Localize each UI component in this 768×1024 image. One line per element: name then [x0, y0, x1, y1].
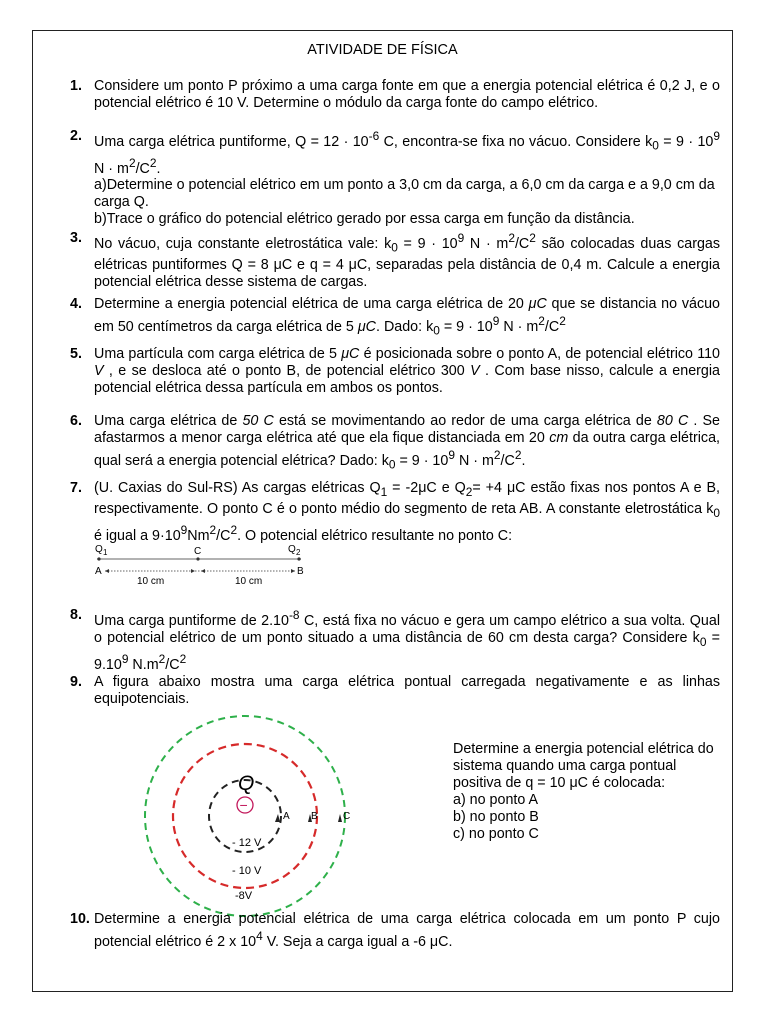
- question-text: Determine a energia potencial elétrica de uma carga elétrica de 20 μC que se distancia no vácuo em 50 centímetros da carga elétrica de 5 μC. Dado: $k_0 = 9 \cdot 10^9$ $N \cdot m^2/C^2$: [94, 296, 720, 338]
- question-text: No vácuo, cuja constante eletrostática vale: $k_0 = 9 \cdot 10^9$ $N \cdot m^2/C^2$ são colocadas duas cargas elétricas puntiformes Q = 8 μC e q = 4 μC, separadas pela distância de 0,4 m. Calcule a energia potencial elétrica desse sistema de cargas.: [94, 231, 721, 290]
- charge-sign: −: [239, 797, 248, 813]
- question-part-b: b)Trace o gráfico do potencial elétrico gerado por essa carga em função da distância.: [94, 211, 635, 228]
- label-b: B: [297, 566, 304, 577]
- question-number: 5.: [70, 346, 82, 362]
- point-a-dot: [97, 557, 100, 560]
- charge-label-q: Q: [238, 772, 255, 795]
- question-6: [70, 413, 720, 474]
- potential-label-middle: - 10 V: [232, 865, 262, 877]
- question-text: Uma carga elétrica puntiforme, $Q = 12 \cdot 10^{-6}$ C, encontra-se fixa no vácuo. Considere $k_0 = 9 \cdot 10^9$ $N \cdot m^2/C^2$.: [94, 129, 720, 177]
- point-c-label: C: [343, 811, 351, 822]
- point-a-label: A: [283, 811, 290, 822]
- question-text: Considere um ponto P próximo a uma carga fonte em que a energia potencial elétrica é 0,2 J, e o potencial elétrico é 10 V. Determine o módulo da carga fonte do campo elétrico.: [94, 78, 720, 111]
- question-2: [70, 128, 720, 228]
- question-number: 1.: [70, 78, 82, 94]
- segment-ab-diagram: [95, 539, 315, 591]
- worksheet-page: [32, 30, 733, 992]
- item-a: a) no ponto A: [453, 792, 539, 808]
- question-number: 8.: [70, 607, 82, 623]
- potential-label-inner: - 12 V: [232, 837, 262, 849]
- question-text: Uma carga elétrica de 50 C está se movimentando ao redor de uma carga elétrica de 80 C . Se afastarmos a menor carga elétrica até que ela fique distanciada em 20 cm da outra carga elétrica, qual será a energia potencial elétrica? Dado: $k_0 = 9 \cdot 10^9$ $N \cdot m^2/C^2$.: [94, 413, 721, 472]
- question-4: [70, 296, 720, 340]
- question-number: 9.: [70, 674, 82, 690]
- distance-label-1: 10 cm: [137, 576, 165, 587]
- equipotential-diagram: [115, 714, 385, 919]
- label-q2: Q: [288, 544, 296, 555]
- question-1: [70, 78, 720, 112]
- label-a: A: [95, 566, 102, 577]
- question-text: (U. Caxias do Sul-RS) As cargas elétricas $Q_1 = -2\mu C$ e $Q_2= +4$ μC estão fixas nos pontos A e B, respectivamente. O ponto C é o ponto médio do segmento de reta AB. A constante eletrostática $k_0$ é igual a $9\cdot 10^9Nm^2/C^2$. O potencial elétrico resultante no ponto C:: [94, 480, 720, 544]
- question-text: Uma partícula com carga elétrica de 5 μC é posicionada sobre o ponto A, de potencial elétrico 110 V , e se desloca até o ponto B, de potencial elétrico 300 V . Com base nisso, calcule a energia potencial elétrica dessa partícula em ambos os pontos.: [94, 346, 720, 396]
- label-q1-sub: 1: [103, 548, 108, 557]
- question-number: 6.: [70, 413, 82, 429]
- page-title: ATIVIDADE DE FÍSICA: [307, 42, 458, 58]
- prompt-text: Determine a energia potencial elétrica do sistema quando uma carga pontual positiva de q = 10 μC é colocada:: [453, 741, 714, 791]
- label-c: C: [194, 546, 202, 557]
- question-part-a: a)Determine o potencial elétrico em um ponto a 3,0 cm da carga, a 6,0 cm da carga e a 9,0 cm da carga Q.: [94, 177, 715, 211]
- point-b-label: B: [311, 811, 318, 822]
- question-10: [70, 911, 720, 951]
- question-number: 4.: [70, 296, 82, 312]
- point-c-dot: [196, 557, 199, 560]
- distance-label-2: 10 cm: [235, 576, 263, 587]
- question-number: 7.: [70, 480, 82, 496]
- label-q1: Q: [95, 544, 103, 555]
- question-9: [70, 674, 720, 708]
- question-5: [70, 346, 720, 397]
- question-text: A figura abaixo mostra uma carga elétrica pontual carregada negativamente e as linhas equipotenciais.: [94, 674, 720, 707]
- question-8: [70, 607, 720, 673]
- question-number: 2.: [70, 128, 82, 144]
- question-7: [70, 480, 720, 544]
- question-number: 10.: [70, 911, 90, 927]
- point-c-marker: [338, 814, 342, 822]
- point-b-dot: [297, 557, 300, 560]
- question-9-prompt: [453, 741, 723, 843]
- potential-label-outer: -8V: [235, 890, 253, 902]
- question-text: Uma carga puntiforme de $2.10^{-8}$ C, está fixa no vácuo e gera um campo elétrico a sua volta. Qual o potencial elétrico de um ponto situado a uma distância de 60 cm desta carga? Considere $k_0 = 9.10^9$ $N.m^2/C^2$: [94, 608, 720, 673]
- question-number: 3.: [70, 230, 82, 246]
- point-a-marker: [275, 814, 280, 822]
- item-c: c) no ponto C: [453, 826, 539, 842]
- question-text: Determine a energia potencial elétrica de uma carga elétrica colocada em um ponto P cujo potencial elétrico é 2 x $10^4$ V. Seja a carga igual a -6 μC.: [94, 911, 720, 950]
- label-q2-sub: 2: [296, 548, 301, 557]
- item-b: b) no ponto B: [453, 809, 539, 825]
- question-3: [70, 230, 720, 291]
